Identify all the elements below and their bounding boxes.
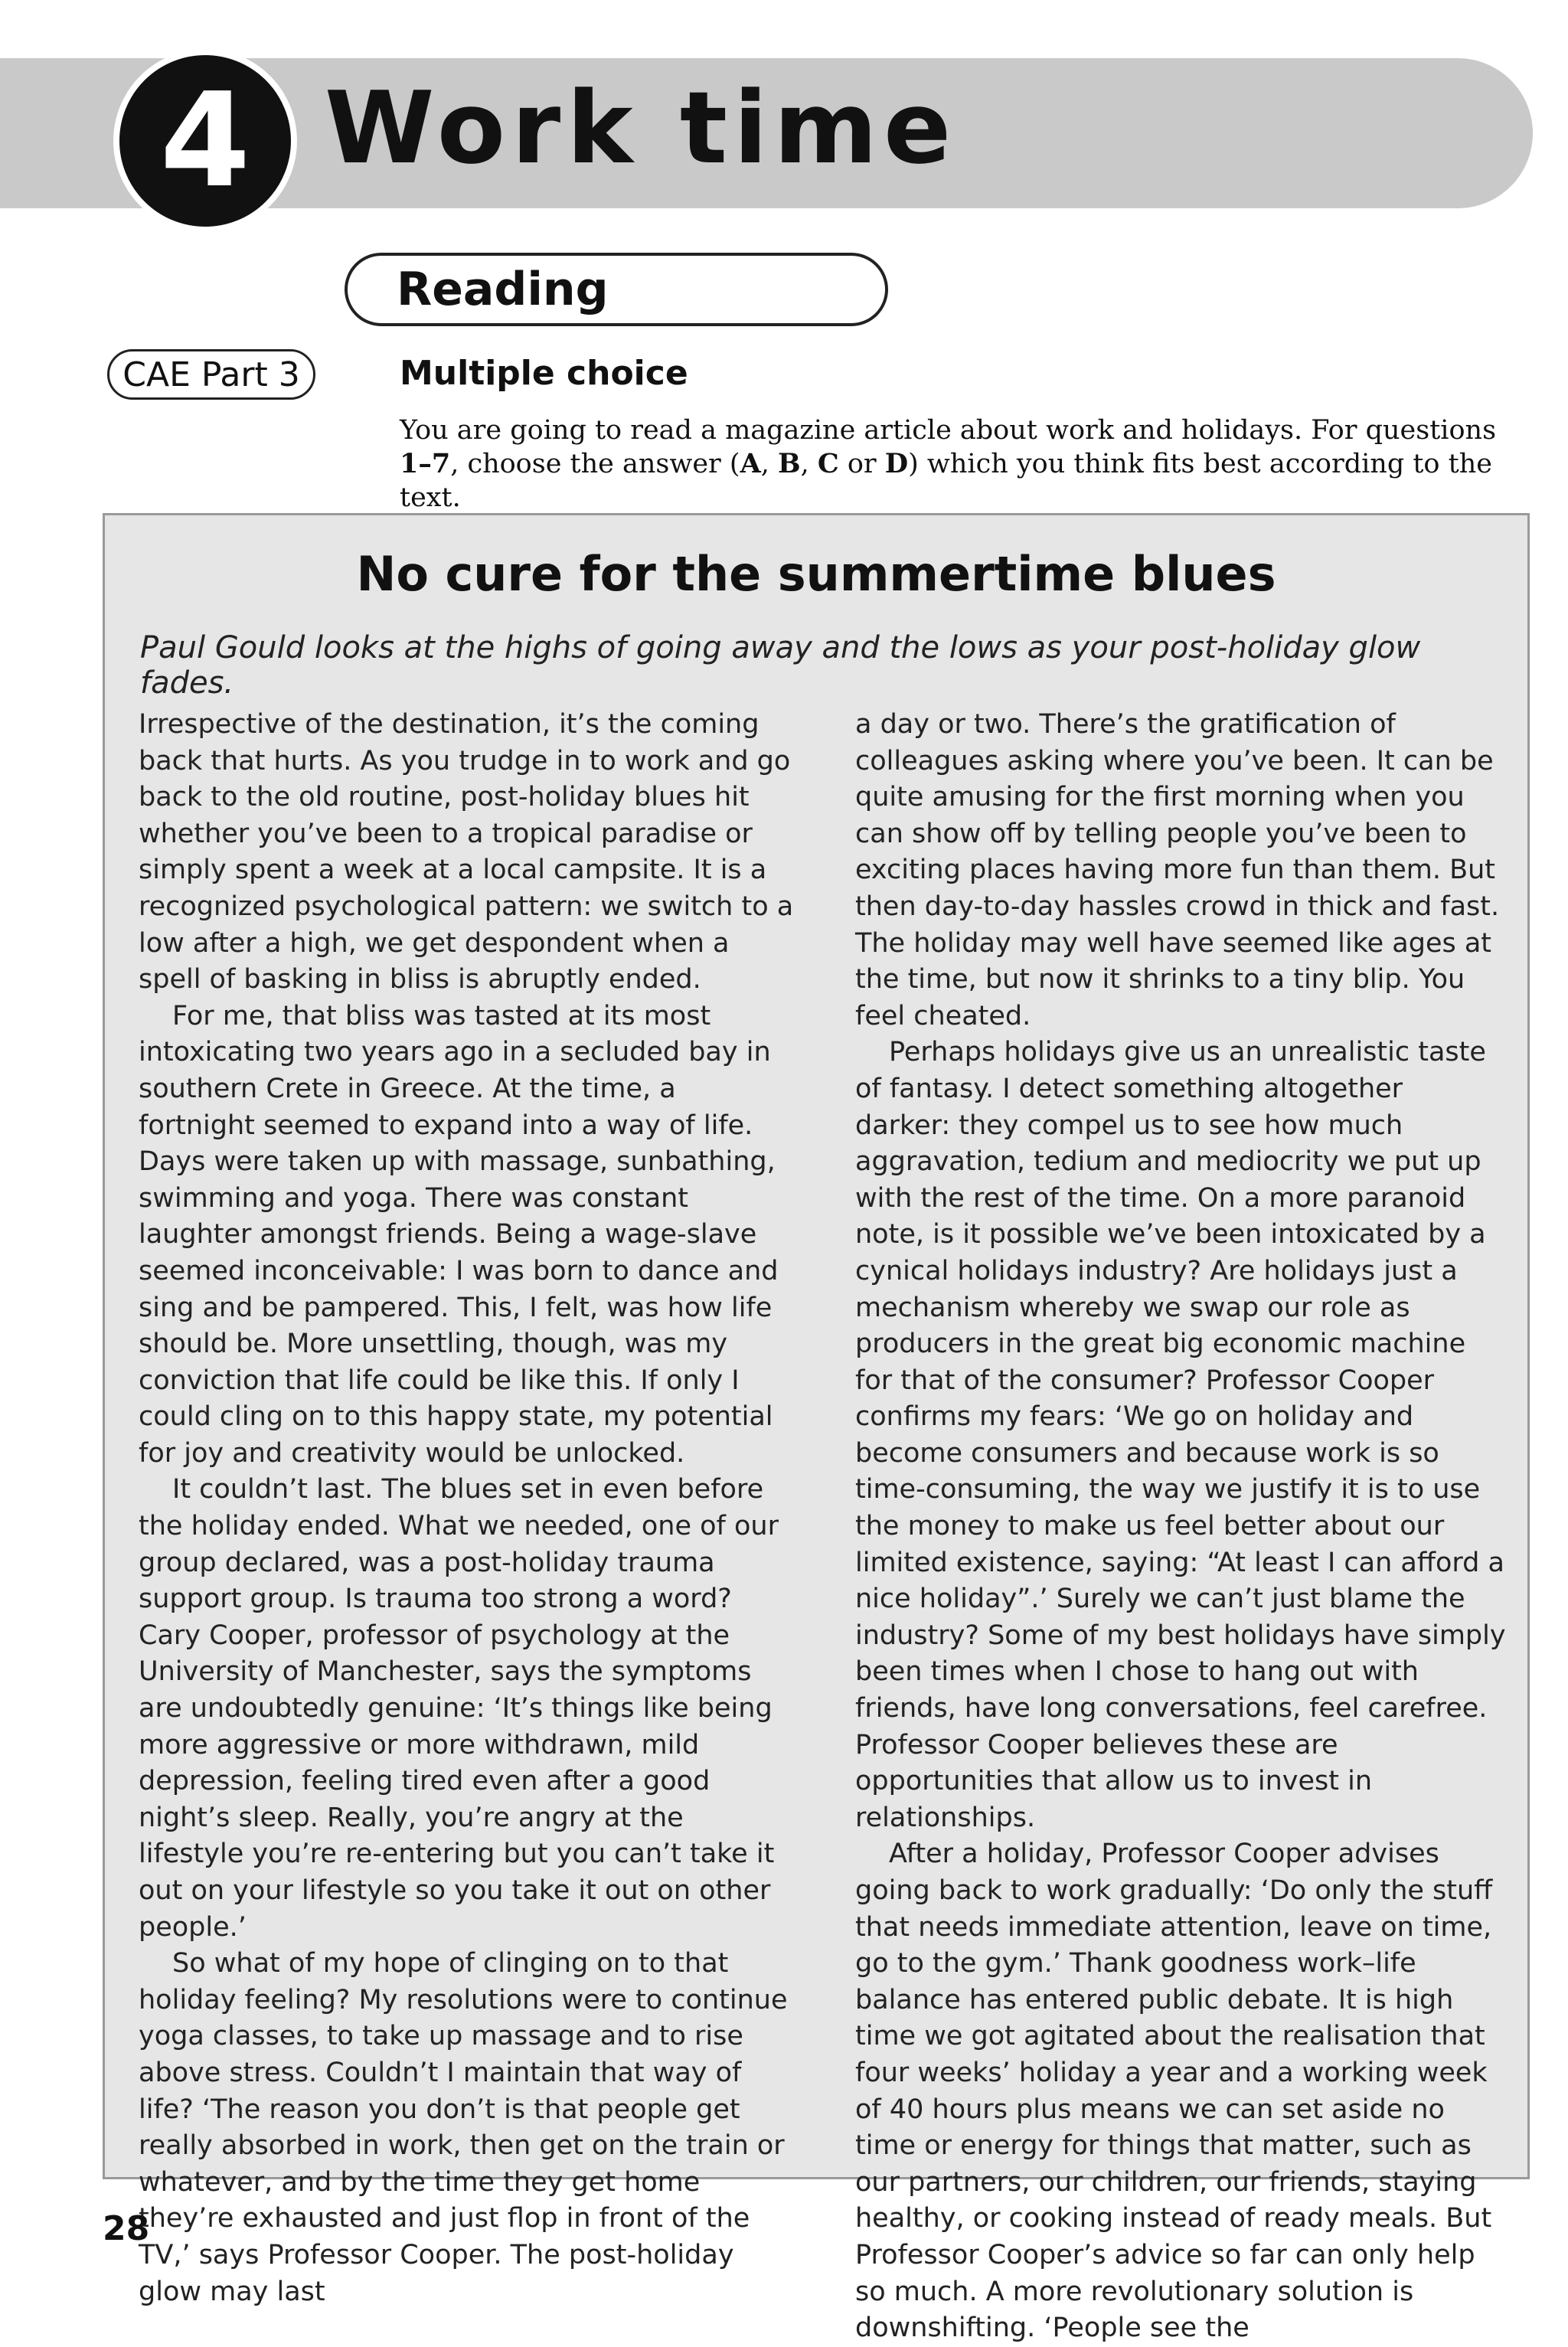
- article-column-left: [139, 707, 797, 2310]
- separator: ,: [800, 449, 818, 479]
- exam-part-label: CAE Part 3: [122, 355, 300, 394]
- article-paragraph: It couldn’t last. The blues set in even before the holiday ended. What we needed, one of our group declared, was a post-holiday trauma support group. Is trauma too strong a word? Cary Cooper, professor of psychology at the University of Manchester, says the symptoms are undoubtedly genuine: ‘It’s things like being more aggressive or more withdrawn, mild depression, feeling tired even after a good night’s sleep. Really, you’re angry at the lifestyle you’re re-entering but you can’t take it out on your lifestyle so you take it out on other people.’: [139, 1474, 779, 1943]
- instructions-text: ) which you think fits best according to the text.: [400, 449, 1492, 513]
- unit-number-badge: [113, 49, 297, 233]
- question-range: 1–7: [400, 448, 451, 479]
- article-paragraph: Irrespective of the destination, it’s the coming back that hurts. As you trudge in to work and go back to the old routine, post-holiday blues hit whether you’ve been to a tropical paradise or simply spent a week at a local campsite. It is a recognized psychological pattern: we switch to a low after a high, we get despondent when a spell of basking in bliss is abruptly ended.: [139, 709, 794, 995]
- option-b: B: [777, 448, 801, 479]
- task-instructions: [400, 414, 1525, 515]
- unit-title: Work time: [325, 70, 958, 186]
- separator: or: [838, 449, 885, 479]
- article-paragraph: After a holiday, Professor Cooper advises going back to work gradually: ‘Do only the stuff that needs immediate attention, leave on time, go to the gym.’ Thank goodness work–life balance has entered public debate. It is high time we got agitated about the realisation that four weeks’ holiday a year and a working week of 40 hours plus means we can set aside no time or energy for things that matter, such as our partners, our children, our friends, staying healthy, or cooking instead of ready meals. But Professor Cooper’s advice so far can only help so much. A more revolutionary solution is downshifting. ‘People see the: [855, 1839, 1493, 2344]
- section-label-pill: [345, 253, 888, 326]
- article-standfirst: Paul Gould looks at the highs of going away and the lows as your post-holiday glow fades.: [140, 630, 1421, 701]
- task-title: Multiple choice: [400, 354, 688, 393]
- article-paragraph: Perhaps holidays give us an unrealistic taste of fantasy. I detect something altogether darker: they compel us to see how much aggravation, tedium and mediocrity we put up with the rest of the time. On a more paranoid note, is it possible we’ve been intoxicated by a cynical holidays industry? Are holidays just a mechanism whereby we swap our role as producers in the great big economic machine for that of the consumer? Professor Cooper confirms my fears: ‘We go on holiday and become consumers and because work is so time-consuming, the way we justify it is to use the money to make us feel better about our limited existence, saying: “At least I can afford a nice holiday”.’ Surely we can’t just blame the industry? Some of my best holidays have simply been times when I chose to hang out with friends, have long conversations, feel carefree. Professor Cooper believes these are opportunities that allow us to invest in relationships.: [855, 1037, 1506, 1833]
- instructions-text: , choose the answer (: [450, 449, 740, 479]
- option-d: D: [884, 448, 909, 479]
- page-number: 28: [103, 2209, 150, 2248]
- article-column-right: [855, 707, 1506, 2347]
- instructions-text: You are going to read a magazine article about work and holidays. For questions: [400, 415, 1497, 446]
- section-label: Reading: [397, 263, 609, 316]
- option-c: C: [817, 448, 839, 479]
- exam-part-badge: [107, 349, 315, 400]
- separator: ,: [760, 449, 778, 479]
- article-paragraph: For me, that bliss was tasted at its most intoxicating two years ago in a secluded bay in southern Crete in Greece. At the time, a fortnight seemed to expand into a way of life. Days were taken up with massage, sunbathing, swimming and yoga. There was constant laughter amongst friends. Being a wage-slave seemed inconceivable: I was born to dance and sing and be pampered. This, I felt, was how life should be. More unsettling, though, was my conviction that life could be like this. If only I could cling on to this happy state, my potential for joy and creativity would be unlocked.: [139, 1000, 779, 1469]
- article-paragraph: So what of my hope of clinging on to that holiday feeling? My resolutions were to continue yoga classes, to take up massage and to rise above stress. Couldn’t I maintain that way of life? ‘The reason you don’t is that people get really absorbed in work, then get on the train or whatever, and by the time they get home they’re exhausted and just flop in front of the TV,’ says Professor Cooper. The post-holiday glow may last: [139, 1948, 788, 2307]
- article-headline: No cure for the summertime blues: [356, 546, 1276, 602]
- unit-number: 4: [159, 65, 251, 217]
- article-paragraph: a day or two. There’s the gratification of colleagues asking where you’ve been. It can be quite amusing for the first morning when you can show off by telling people you’ve been to exciting places having more fun than them. But then day-to-day hassles crowd in thick and fast. The holiday may well have seemed like ages at the time, but now it shrinks to a tiny blip. You feel cheated.: [855, 709, 1500, 1031]
- option-a: A: [740, 448, 761, 479]
